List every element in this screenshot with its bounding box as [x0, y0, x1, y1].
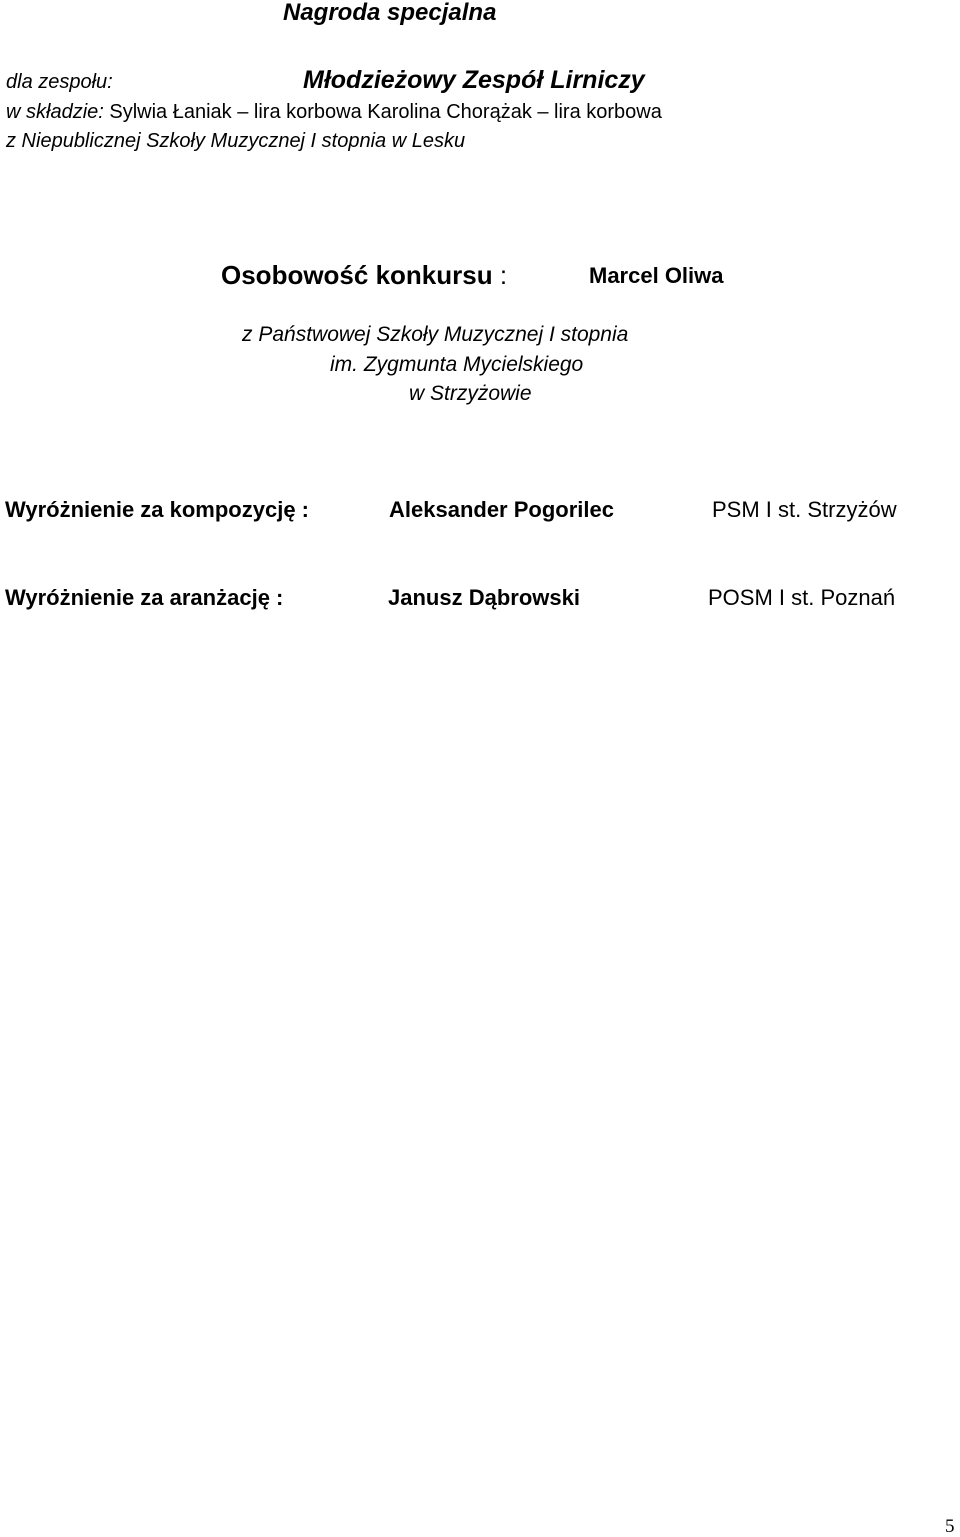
team-label: dla zespołu: — [6, 71, 113, 93]
personality-name: Marcel Oliwa — [589, 263, 724, 288]
team-school: z Niepublicznej Szkoły Muzycznej I stopnia w Lesku — [6, 130, 466, 152]
team-members — [6, 102, 662, 122]
page-number: 5 — [945, 1516, 955, 1537]
team-name: Młodzieżowy Zespół Lirniczy — [303, 66, 645, 94]
personality-colon: : — [499, 260, 508, 290]
distinction-school: POSM I st. Poznań — [708, 585, 896, 610]
distinction-name: Aleksander Pogorilec — [389, 497, 614, 522]
distinction-school: PSM I st. Strzyżów — [712, 497, 897, 522]
member-1: Sylwia Łaniak – lira korbowa — [109, 101, 362, 123]
distinction-label: Wyróżnienie za aranżację : — [5, 585, 284, 610]
personality-school-line-3: w Strzyżowie — [409, 382, 532, 405]
personality-school-line-1: z Państwowej Szkoły Muzycznej I stopnia — [242, 323, 629, 346]
members-label: w składzie: — [6, 101, 104, 123]
personality-school-line-2: im. Zygmunta Mycielskiego — [330, 353, 584, 376]
personality-label-text: Osobowość konkursu — [221, 260, 493, 290]
distinction-name: Janusz Dąbrowski — [388, 585, 580, 610]
special-award-title: Nagroda specjalna — [283, 0, 497, 26]
personality-label — [221, 262, 507, 288]
distinction-label: Wyróżnienie za kompozycję : — [5, 497, 310, 522]
member-2: Karolina Chorążak – lira korbowa — [367, 101, 662, 123]
